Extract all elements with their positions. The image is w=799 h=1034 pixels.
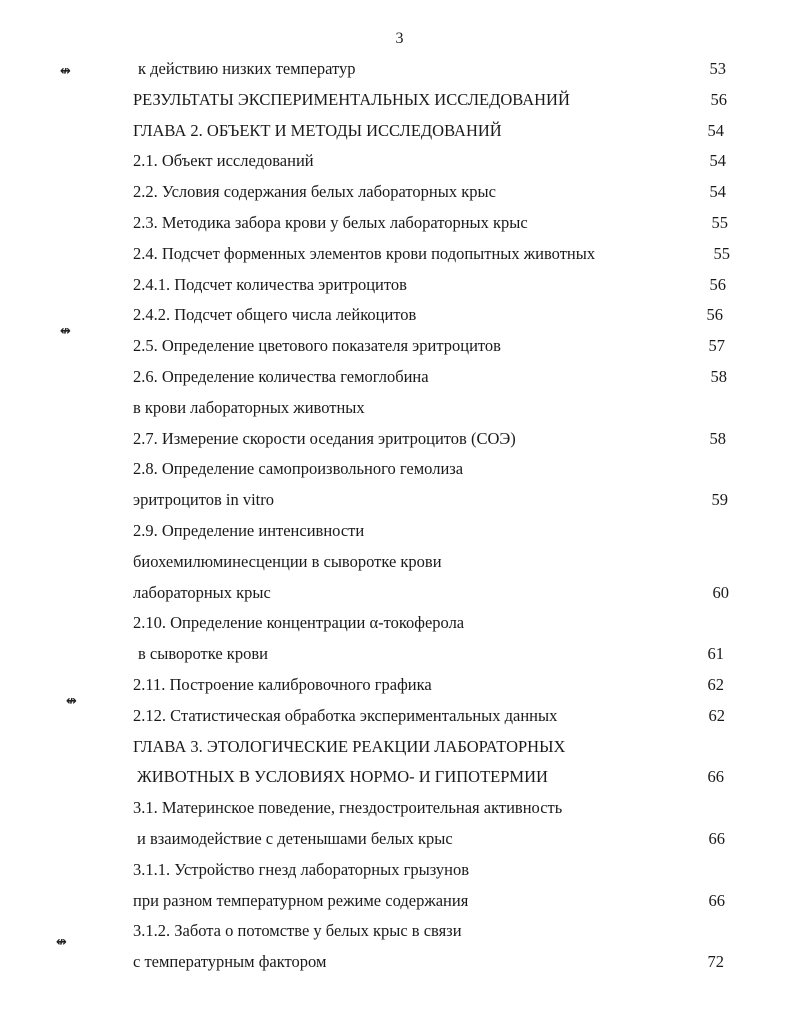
- toc-entry: [0, 146, 799, 176]
- toc-entry-title: 2.4.1. Подсчет количества эритроцитов: [133, 274, 407, 294]
- toc-entry: [0, 793, 799, 823]
- toc-entry: [0, 331, 799, 361]
- toc-entry-title: 2.4.2. Подсчет общего числа лейкоцитов: [133, 305, 417, 325]
- toc-entry-page: 56: [710, 89, 727, 109]
- toc-entry-title: ЖИВОТНЫХ В УСЛОВИЯХ НОРМО- И ГИПОТЕРМИИ: [137, 767, 548, 787]
- toc-entry-title: 2.2. Условия содержания белых лабораторных крыс: [133, 182, 496, 202]
- toc-entry-title: лабораторных крыс: [133, 582, 271, 602]
- toc-entry: [0, 886, 799, 916]
- toc-entry-page: 61: [707, 644, 724, 664]
- toc-entry-page: 54: [707, 120, 724, 140]
- toc-entry: [0, 424, 799, 454]
- toc-entry-title: при разном температурном режиме содержания: [133, 890, 469, 910]
- toc-entry-title: ГЛАВА 3. ЭТОЛОГИЧЕСКИЕ РЕАКЦИИ ЛАБОРАТОРНЫХ: [133, 736, 566, 756]
- toc-entry: [0, 85, 799, 115]
- toc-entry-page: 53: [709, 59, 726, 78]
- toc-entry-title: с температурным фактором: [133, 952, 327, 972]
- margin-mark: ↮: [60, 324, 71, 339]
- toc-entry-title: 2.11. Построение калибровочного графика: [133, 675, 432, 694]
- toc-entry-page: 72: [707, 952, 724, 972]
- toc-entry: [0, 732, 799, 762]
- toc-entry-title: эритроцитов in vitro: [133, 490, 275, 510]
- toc-entry-title: 2.8. Определение самопроизвольного гемолиза: [133, 459, 464, 479]
- toc-entry-title: к действию низких температур: [138, 59, 356, 78]
- toc-entry-title: 2.7. Измерение скорости оседания эритроцитов (СОЭ): [133, 428, 516, 448]
- toc-entry: [0, 485, 799, 515]
- toc-entry-title: 2.12. Статистическая обработка экспериментальных данных: [133, 705, 558, 725]
- toc-entry: [0, 239, 799, 269]
- margin-mark: ↮: [60, 64, 71, 79]
- toc-entry-page: 55: [713, 243, 730, 263]
- toc-entry-page: 60: [712, 582, 729, 602]
- toc-entry-title: 3.1. Материнское поведение, гнездостроительная активность: [133, 798, 563, 818]
- toc-entry-page: 54: [709, 151, 726, 171]
- toc-entry-title: 2.9. Определение интенсивности: [133, 521, 365, 540]
- toc-entry-title: ГЛАВА 2. ОБЪЕКТ И МЕТОДЫ ИССЛЕДОВАНИЙ: [133, 120, 502, 140]
- toc-entry-title: и взаимодействие с детенышами белых крыс: [137, 829, 453, 848]
- toc-entry-title: 2.1. Объект исследований: [133, 151, 314, 171]
- toc-entry: [0, 547, 799, 577]
- toc-entry-title: в крови лабораторных животных: [133, 397, 365, 417]
- toc-entry: [0, 116, 799, 146]
- toc-entry-page: 54: [709, 182, 726, 202]
- toc-entry-title: 2.10. Определение концентрации α-токоферола: [133, 613, 465, 633]
- toc-entry: [0, 762, 799, 792]
- toc-entry-page: 56: [709, 274, 726, 294]
- toc-entry-page: 62: [707, 675, 724, 694]
- page-number: 3: [395, 30, 404, 47]
- toc-entry: [0, 208, 799, 238]
- toc-entry: [0, 270, 799, 300]
- toc-entry: [0, 701, 799, 731]
- toc-entry: [0, 639, 799, 669]
- toc-entry-title: биохемилюминесценции в сыворотке крови: [133, 551, 442, 571]
- toc-entry-title: в сыворотке крови: [138, 644, 268, 664]
- toc-entry-title: 2.6. Определение количества гемоглобина: [133, 367, 429, 386]
- toc-entry-page: 58: [709, 428, 726, 448]
- toc-entry-page: 57: [708, 336, 725, 356]
- toc-entry-title: РЕЗУЛЬТАТЫ ЭКСПЕРИМЕНТАЛЬНЫХ ИССЛЕДОВАНИЙ: [133, 89, 570, 109]
- toc-entry-page: 59: [711, 490, 728, 510]
- toc-entry-page: 66: [708, 890, 725, 910]
- toc-entry-page: 58: [710, 367, 727, 386]
- margin-mark: ↮: [56, 935, 67, 950]
- toc-entry: [0, 177, 799, 207]
- toc-entry-title: 3.1.2. Забота о потомстве у белых крыс в связи: [133, 921, 462, 941]
- toc-entry-page: 55: [711, 213, 728, 232]
- toc-entry-page: 62: [708, 705, 725, 725]
- toc-entry: [0, 855, 799, 885]
- toc-entry-title: 2.5. Определение цветового показателя эритроцитов: [133, 336, 501, 356]
- toc-entry: [0, 362, 799, 392]
- toc-entry: [0, 393, 799, 423]
- toc-entry: [0, 824, 799, 854]
- toc-entry: [0, 300, 799, 330]
- toc-entry: [0, 947, 799, 977]
- toc-entry: [0, 670, 799, 700]
- toc-entry: [0, 454, 799, 484]
- toc-entry: [0, 516, 799, 546]
- toc-entry-page: 66: [708, 829, 725, 848]
- toc-entry-title: 3.1.1. Устройство гнезд лабораторных грызунов: [133, 859, 469, 879]
- toc-entry: [0, 916, 799, 946]
- toc-entry-page: 56: [706, 305, 723, 325]
- toc-entry: [0, 578, 799, 608]
- toc-entry-title: 2.3. Методика забора крови у белых лабораторных крыс: [133, 213, 528, 232]
- toc-entry-title: 2.4. Подсчет форменных элементов крови подопытных животных: [133, 243, 596, 263]
- margin-mark: ↮: [66, 694, 77, 709]
- toc-entry: [0, 54, 799, 84]
- toc-entry-page: 66: [707, 767, 724, 787]
- toc-entry: [0, 608, 799, 638]
